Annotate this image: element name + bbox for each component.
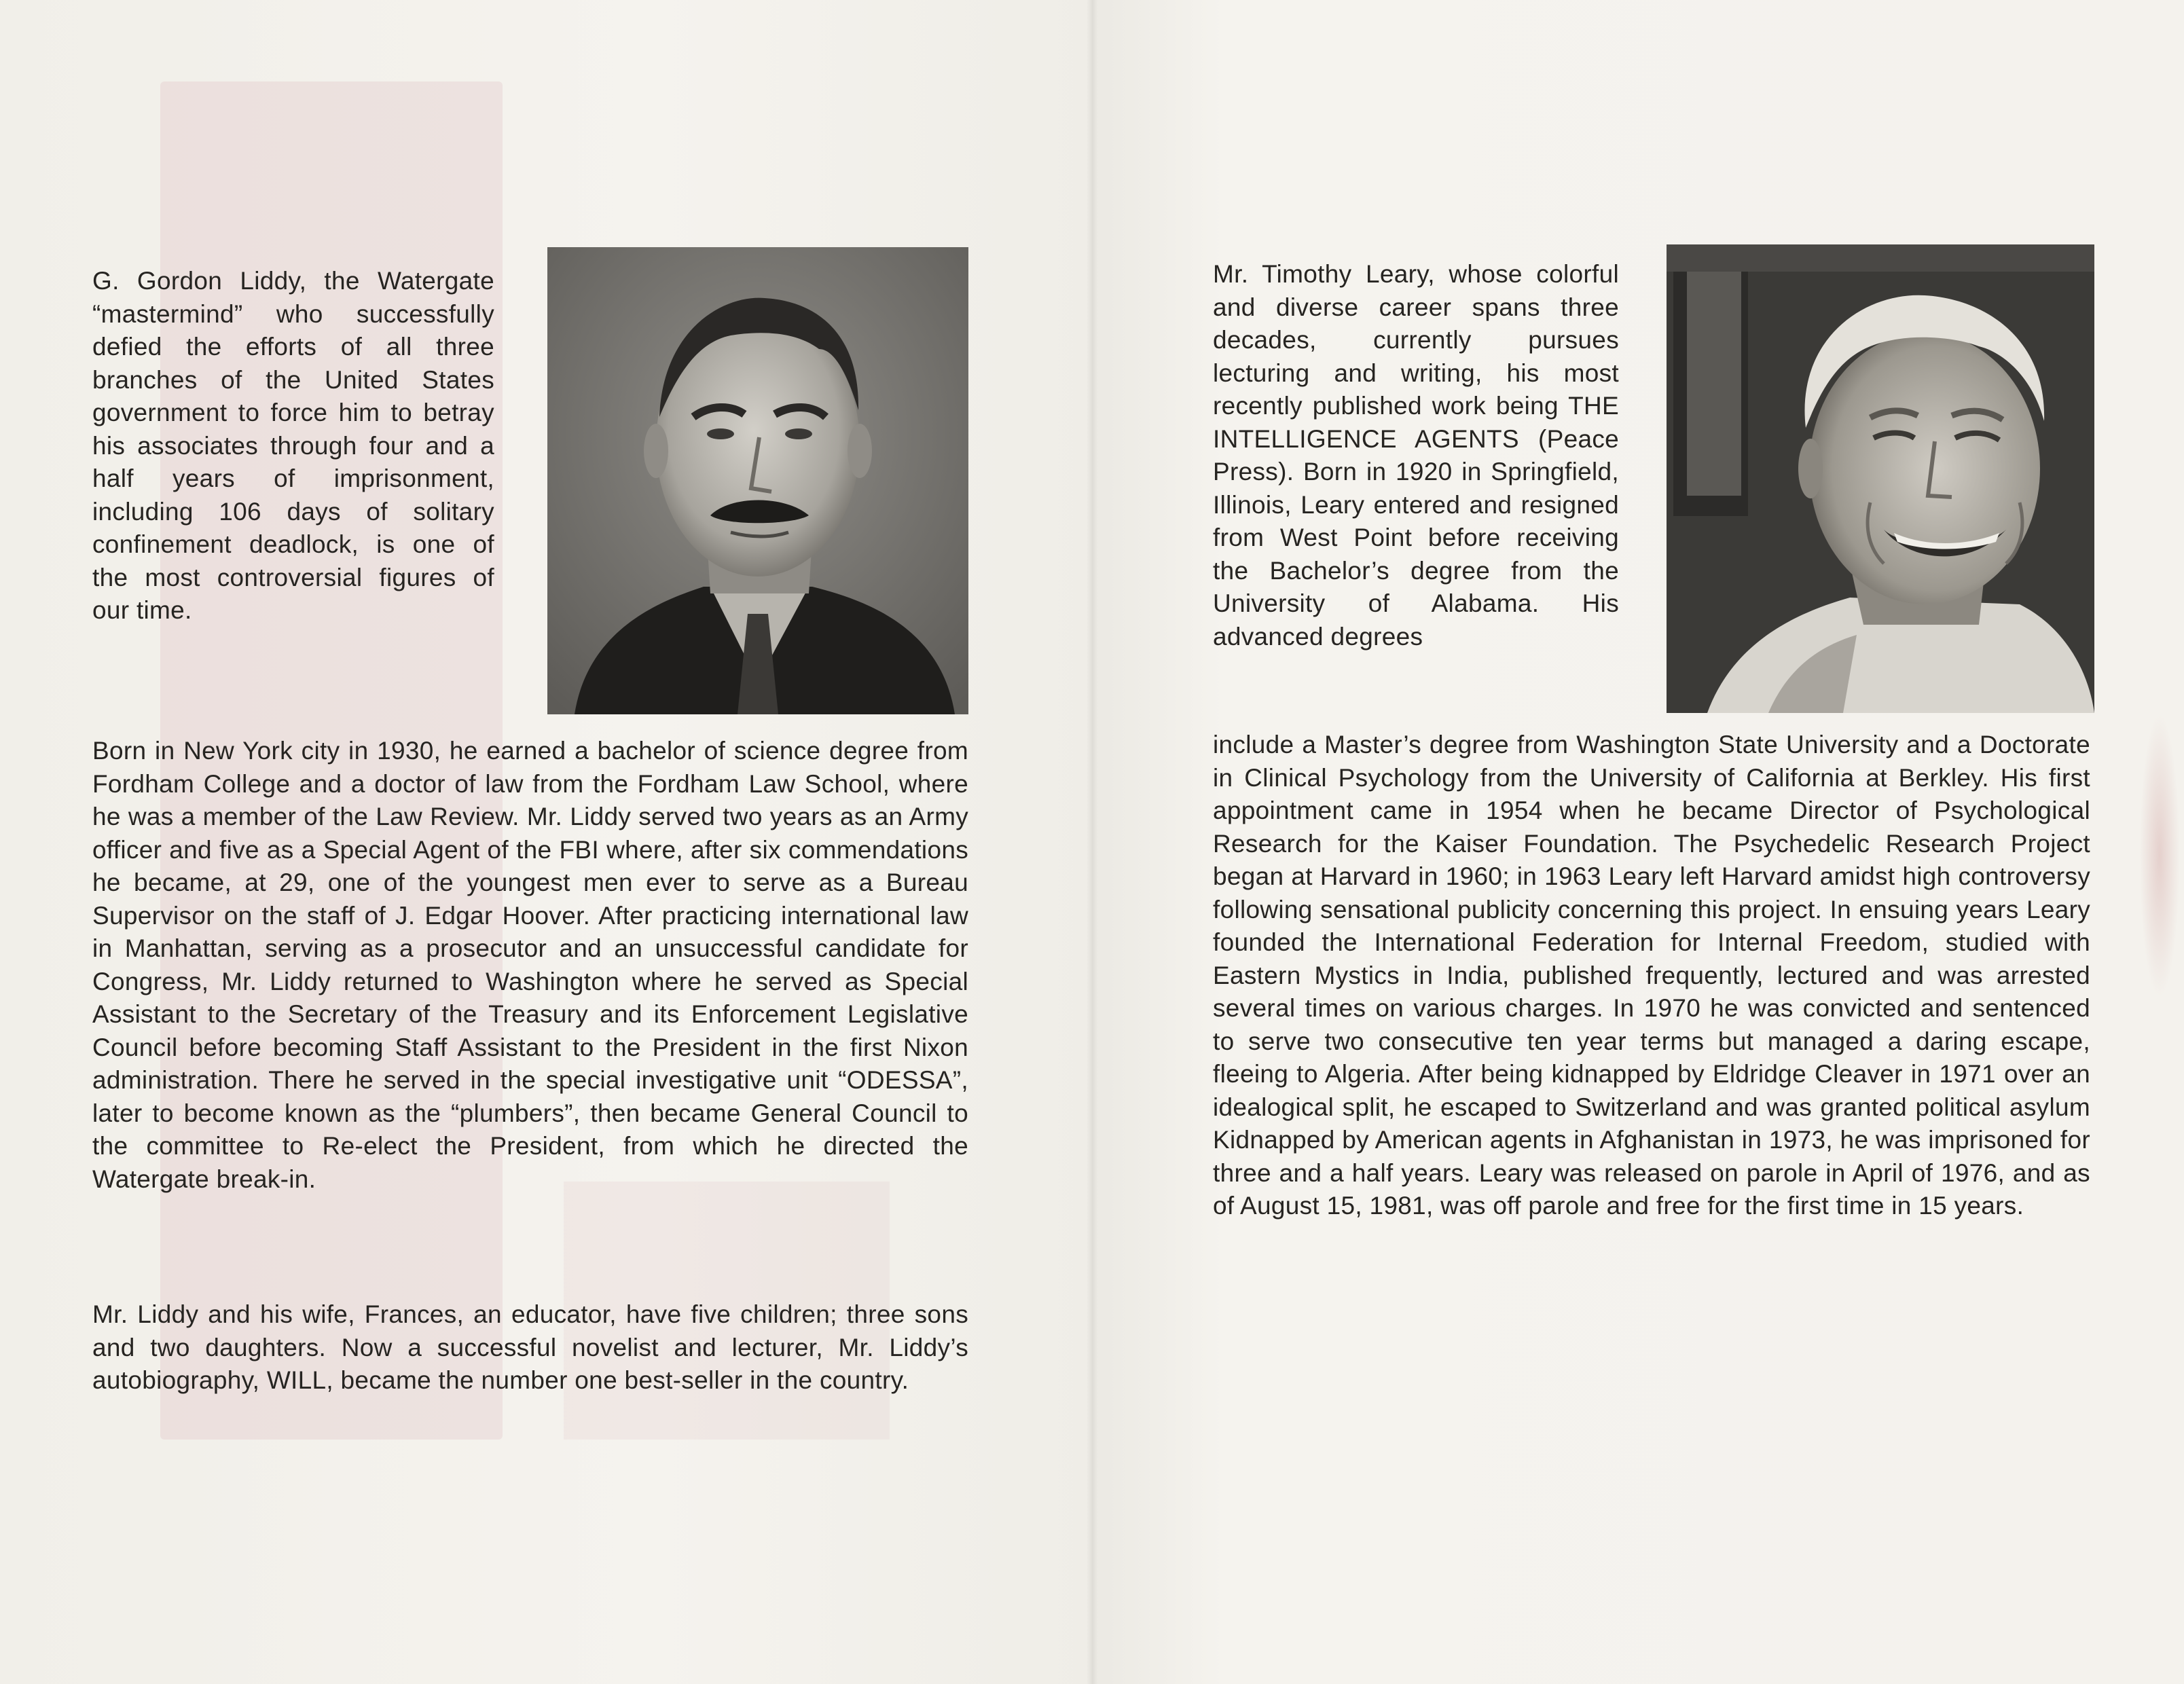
liddy-biography-paragraph: Born in New York city in 1930, he earned a bachelor of science degree from Fordham College and a doctor of law from the Fordham Law School, where he was a member of the Law Review. Mr. Liddy served two years as an Army officer and five as a Special Agent of the FBI where, after six commendations he became, at 29, one of the youngest men ever to serve as a Bureau Supervisor on the staff of J. Edgar Hoover. After practicing international law in Manhattan, serving as a prosecutor and an unsuccessful candidate for Congress, Mr. Liddy returned to Washington where he served as Special Assistant to the Secretary of the Treasury and its Enforcement Legislative Council before becoming Staff Assistant to the President in the first Nixon administration. There he served in the special investigative unit “ODESSA”, later to become known as the “plumbers”, then became General Council to the committee to Re-elect the President, from which he directed the Watergate break-in.: [92, 737, 968, 1193]
liddy-portrait-icon: [547, 247, 968, 714]
leary-intro-paragraph: Mr. Timothy Leary, whose colorful and diverse career spans three decades, currently pursues lecturing and writing, his most recently published work being THE INTELLIGENCE AGENTS (Peace Press). Born in 1920 in Springfield, Illinois, Leary entered and resigned from West Point before receiving the Bachelor’s degree from the University of Alabama. His advanced degrees: [1213, 260, 1619, 651]
leary-portrait-photo: [1667, 244, 2094, 713]
center-fold: [1087, 0, 1097, 1684]
leary-portrait-icon: [1667, 244, 2094, 713]
liddy-family-paragraph: Mr. Liddy and his wife, Frances, an educator, have five children; three sons and two daughters. Now a successful novelist and lecturer, Mr. Liddy’s autobiography, WILL, became the number one best-seller in the country.: [92, 1300, 968, 1394]
liddy-portrait-photo: [547, 247, 968, 714]
leary-biography-paragraph: include a Master’s degree from Washington State University and a Doctorate in Clinical Psychology from the University of California at Berkley. His first appointment came in 1954 when he became Director of Psychological Research for the Kaiser Foundation. The Psychedelic Research Project began at Harvard in 1960; in 1963 Leary left Harvard amidst high controversy following sensational publicity concerning this project. In ensuing years Leary founded the International Federation for Internal Freedom, studied with Eastern Mystics in India, published frequently, lectured and was arrested several times on various charges. In 1970 he was convicted and sentenced to serve two consecutive ten year terms but managed a daring escape, fleeing to Algeria. After being kidnapped by Eldridge Cleaver in 1971 over an idealogical split, he escaped to Switzerland and was granted political asylum Kidnapped by American agents in Afghanistan in 1973, he was imprisoned for three and a half years. Leary was released on parole in April of 1976, and as of August 15, 1981, was off parole and free for the first time in 15 years.: [1213, 731, 2090, 1220]
liddy-intro-paragraph: G. Gordon Liddy, the Watergate “mastermind” who successfully defied the efforts of all three branches of the United States government to force him to betray his associates through four and a half years of imprisonment, including 106 days of solitary confinement deadlock, is one of the most controversial figures of our time.: [92, 267, 494, 624]
edge-stain: [2139, 713, 2180, 998]
